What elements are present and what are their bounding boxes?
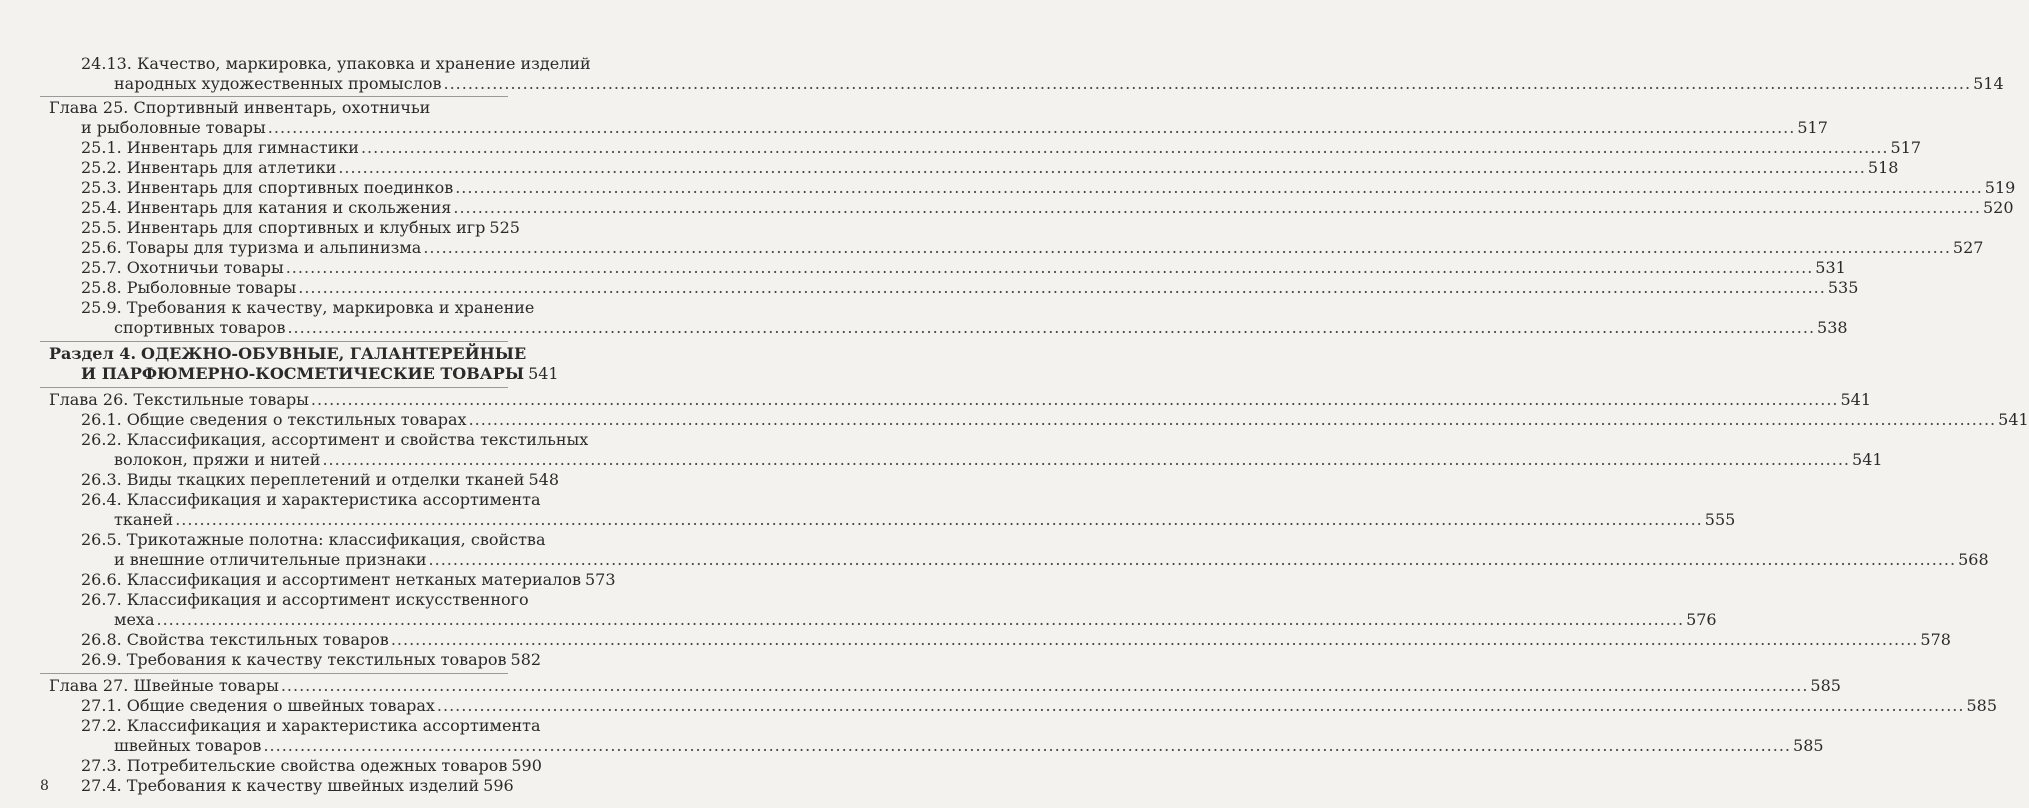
toc-entry-label: Классификация, ассортимент и свойства текстильных xyxy=(126,430,589,449)
toc-entry-label: Трикотажные полотна: классификация, свойства xyxy=(126,530,546,549)
leader-dots xyxy=(469,410,1997,429)
toc-chapter-25 xyxy=(49,98,508,118)
toc-entry-page: 582 xyxy=(510,650,542,669)
toc-entry-page: 531 xyxy=(1815,258,1846,277)
toc-entry-25-9-cont xyxy=(114,318,1848,338)
toc-entry-page: 517 xyxy=(1797,118,1828,137)
toc-entry-24-13 xyxy=(81,54,591,74)
toc-entry-25-2 xyxy=(81,158,1899,178)
toc-entry-label: Требования к качеству швейных изделий xyxy=(126,776,480,795)
leader-dots xyxy=(322,450,1850,469)
toc-entry-26-5-cont xyxy=(114,550,1989,570)
toc-entry-number: 26.7. xyxy=(81,590,122,609)
toc-entry-label: Классификация и характеристика ассортимента xyxy=(126,716,541,735)
toc-entry-label: Общие сведения о текстильных товарах xyxy=(126,410,467,429)
separator xyxy=(40,341,508,342)
toc-entry-26-2 xyxy=(81,430,589,450)
toc-entry-26-5 xyxy=(81,530,546,550)
page-number: 8 xyxy=(40,778,49,794)
toc-entry-label: Классификация и ассортимент нетканых материалов xyxy=(126,570,581,589)
toc-entry-page: 596 xyxy=(483,776,514,795)
toc-entry-page: 520 xyxy=(1982,198,2014,217)
toc-entry-26-4 xyxy=(81,490,541,510)
toc-entry-number: 25.8. xyxy=(81,278,122,297)
leader-dots xyxy=(175,510,1703,529)
toc-entry-27-1 xyxy=(81,696,1998,716)
leader-dots xyxy=(311,390,1839,409)
toc-entry-page: 527 xyxy=(1952,238,1984,257)
toc-entry-number: 25.1. xyxy=(81,138,122,157)
leader-dots xyxy=(429,550,1957,569)
toc-entry-label: Инвентарь для катания и скольжения xyxy=(126,198,452,217)
leader-dots xyxy=(287,318,1815,337)
toc-entry-27-4 xyxy=(81,776,514,796)
toc-entry-label: и внешние отличительные признаки xyxy=(114,550,427,569)
toc-entry-page: 590 xyxy=(511,756,542,775)
toc-entry-27-2-cont xyxy=(114,736,1824,756)
leader-dots xyxy=(391,630,1919,649)
toc-entry-page: 573 xyxy=(584,570,616,589)
toc-entry-26-8 xyxy=(81,630,1951,650)
toc-entry-number: 25.2. xyxy=(81,158,122,177)
toc-entry-number: 26.2. xyxy=(81,430,122,449)
toc-entry-page: 541 xyxy=(1840,390,1872,409)
toc-entry-label: Глава 25. Спортивный инвентарь, охотничьи xyxy=(49,98,431,117)
toc-entry-label: народных художественных промыслов xyxy=(114,74,442,93)
toc-section-4 xyxy=(49,344,527,364)
toc-entry-label: 24.13. Качество, маркировка, упаковка и хранение изделий xyxy=(81,54,591,73)
toc-entry-label: спортивных товаров xyxy=(114,318,286,337)
toc-entry-label: Виды ткацких переплетений и отделки тканей xyxy=(126,470,525,489)
toc-entry-25-7 xyxy=(81,258,1846,278)
toc-entry-label: Глава 26. Текстильные товары xyxy=(49,390,309,409)
toc-entry-25-8 xyxy=(81,278,1859,298)
toc-entry-number: 27.1. xyxy=(81,696,122,715)
toc-entry-26-2-cont xyxy=(114,450,1883,470)
toc-entry-number: 26.9. xyxy=(81,650,122,669)
toc-entry-page: 555 xyxy=(1704,510,1736,529)
leader-dots xyxy=(453,198,1981,217)
leader-dots xyxy=(281,676,1809,695)
toc-entry-page: 535 xyxy=(1827,278,1859,297)
separator xyxy=(40,387,508,388)
toc-entry-label: швейных товаров xyxy=(114,736,262,755)
toc-entry-page: 541 xyxy=(528,364,559,383)
toc-entry-label: Глава 27. Швейные товары xyxy=(49,676,279,695)
toc-entry-page: 548 xyxy=(528,470,560,489)
toc-entry-page: 518 xyxy=(1867,158,1899,177)
toc-entry-page: 585 xyxy=(1793,736,1824,755)
leader-dots xyxy=(423,238,1951,257)
toc-entry-number: 26.6. xyxy=(81,570,122,589)
toc-entry-25-4 xyxy=(81,198,2014,218)
toc-entry-number: 25.3. xyxy=(81,178,122,197)
toc-entry-24-13-cont xyxy=(114,74,2004,94)
toc-entry-number: 26.4. xyxy=(81,490,122,509)
toc-entry-page: 585 xyxy=(1966,696,1998,715)
toc-entry-label: Рыболовные товары xyxy=(126,278,297,297)
toc-entry-page: 541 xyxy=(1852,450,1883,469)
toc-entry-number: 25.9. xyxy=(81,298,122,317)
toc-entry-label: меха xyxy=(114,610,155,629)
toc-entry-number: 26.8. xyxy=(81,630,122,649)
toc-entry-25-6 xyxy=(81,238,1984,258)
toc-entry-label: волокон, пряжи и нитей xyxy=(114,450,321,469)
leader-dots xyxy=(361,138,1889,157)
toc-entry-26-3 xyxy=(81,470,560,490)
toc-entry-page: 538 xyxy=(1817,318,1848,337)
toc-entry-page: 578 xyxy=(1920,630,1951,649)
toc-entry-label: Классификация и характеристика ассортимента xyxy=(126,490,541,509)
toc-entry-number: 27.3. xyxy=(81,756,122,775)
toc-entry-label: Инвентарь для спортивных поединков xyxy=(126,178,454,197)
toc-chapter-27 xyxy=(49,676,1841,696)
toc-entry-26-7 xyxy=(81,590,529,610)
leader-dots xyxy=(455,178,1983,197)
toc-entry-page: 525 xyxy=(489,218,520,237)
toc-chapter-26 xyxy=(49,390,1872,410)
toc-entry-page: 576 xyxy=(1686,610,1717,629)
toc-entry-label: Инвентарь для гимнастики xyxy=(126,138,359,157)
leader-dots xyxy=(437,696,1965,715)
toc-entry-label: Инвентарь для атлетики xyxy=(126,158,337,177)
toc-entry-26-9 xyxy=(81,650,542,670)
leader-dots xyxy=(156,610,1684,629)
toc-entry-label: И ПАРФЮМЕРНО-КОСМЕТИЧЕСКИЕ ТОВАРЫ xyxy=(81,364,525,383)
toc-entry-25-9 xyxy=(81,298,535,318)
toc-entry-27-2 xyxy=(81,716,541,736)
toc-entry-25-3 xyxy=(81,178,2016,198)
toc-entry-number: 26.1. xyxy=(81,410,122,429)
toc-entry-page: 517 xyxy=(1890,138,1922,157)
toc-section-4-cont xyxy=(81,364,559,384)
leader-dots xyxy=(444,74,1972,93)
toc-section-prefix: Раздел 4. xyxy=(49,344,137,363)
toc-entry-number: 26.5. xyxy=(81,530,122,549)
leader-dots xyxy=(298,278,1826,297)
leader-dots xyxy=(286,258,1814,277)
toc-entry-label: Свойства текстильных товаров xyxy=(126,630,389,649)
toc-entry-27-3 xyxy=(81,756,542,776)
toc-entry-number: 25.6. xyxy=(81,238,122,257)
toc-entry-26-1 xyxy=(81,410,2029,430)
separator xyxy=(40,673,508,674)
toc-entry-number: 27.4. xyxy=(81,776,122,795)
toc-entry-label: тканей xyxy=(114,510,174,529)
toc-entry-25-1 xyxy=(81,138,1922,158)
toc-entry-25-5 xyxy=(81,218,520,238)
toc-entry-number: 25.4. xyxy=(81,198,122,217)
toc-entry-label: Товары для туризма и альпинизма xyxy=(126,238,422,257)
toc-entry-label: Потребительские свойства одежных товаров xyxy=(126,756,508,775)
toc-entry-label: и рыболовные товары xyxy=(81,118,266,137)
toc-entry-page: 585 xyxy=(1810,676,1841,695)
toc-chapter-25-cont xyxy=(81,118,1828,138)
toc-entry-label: Классификация и ассортимент искусственного xyxy=(126,590,529,609)
toc-entry-label: Требования к качеству текстильных товаров xyxy=(126,650,507,669)
toc-entry-26-4-cont xyxy=(114,510,1736,530)
toc-entry-number: 26.3. xyxy=(81,470,122,489)
toc-entry-label: Инвентарь для спортивных и клубных игр xyxy=(126,218,486,237)
separator xyxy=(40,96,508,97)
toc-entry-page: 514 xyxy=(1973,74,2004,93)
toc-entry-page: 541 xyxy=(1998,410,2029,429)
toc-entry-number: 25.7. xyxy=(81,258,122,277)
toc-entry-page: 519 xyxy=(1984,178,2016,197)
toc-entry-page: 568 xyxy=(1958,550,1989,569)
leader-dots xyxy=(263,736,1791,755)
toc-entry-26-6 xyxy=(81,570,616,590)
toc-entry-label: Требования к качеству, маркировка и хранение xyxy=(126,298,535,317)
toc-entry-label: Общие сведения о швейных товарах xyxy=(126,696,435,715)
leader-dots xyxy=(338,158,1866,177)
toc-entry-label: Охотничьи товары xyxy=(126,258,284,277)
toc-entry-26-7-cont xyxy=(114,610,1717,630)
toc-entry-label: ОДЕЖНО-ОБУВНЫЕ, ГАЛАНТЕРЕЙНЫЕ xyxy=(141,344,527,363)
toc-entry-number: 27.2. xyxy=(81,716,122,735)
toc-entry-number: 25.5. xyxy=(81,218,122,237)
leader-dots xyxy=(268,118,1796,137)
